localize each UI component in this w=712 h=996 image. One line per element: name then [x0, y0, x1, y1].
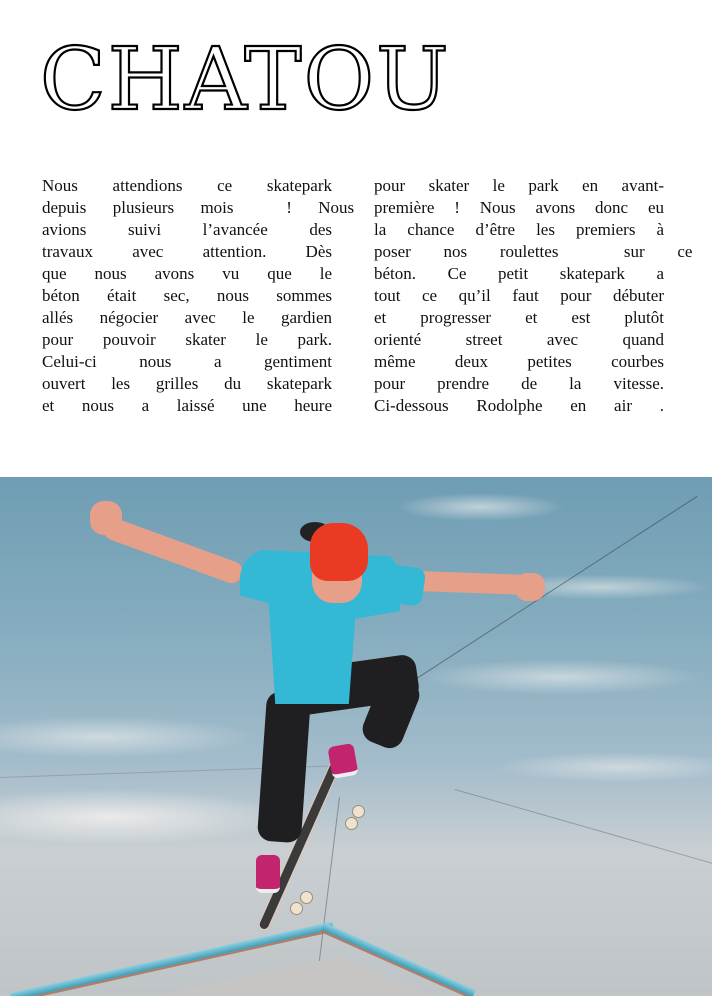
- text-line: depuis plusieurs mois ! Nous: [42, 198, 355, 217]
- skateboard-wheel: [345, 817, 358, 830]
- text-line: Celui-ci nous a gentiment: [42, 352, 332, 371]
- shoe-right: [327, 743, 358, 779]
- text-line: première ! Nous avons donc eu: [374, 198, 664, 217]
- article-column-left: [42, 175, 355, 417]
- ramp-transition-line: [455, 789, 712, 867]
- shoe-left: [256, 855, 280, 893]
- text-line: même deux petites courbes: [374, 352, 664, 371]
- text-line: Nous attendions ce skatepark: [42, 176, 332, 195]
- text-line: allés négocier avec le gardien: [42, 308, 332, 327]
- text-line: avions suivi l’avancée des: [42, 220, 332, 239]
- ramp-seam-line: [395, 496, 697, 693]
- text-line: ouvert les grilles du skatepark: [42, 374, 332, 393]
- text-line: et progresser et est plutôt: [374, 308, 664, 327]
- text-line: béton était sec, nous sommes: [42, 286, 332, 305]
- article-column-right: [374, 175, 693, 417]
- tshirt-sleeve-right: [366, 561, 427, 606]
- skateboarder-photo: [0, 477, 712, 996]
- text-line: tout ce qu’il faut pour débuter: [374, 286, 664, 305]
- red-cap: [310, 523, 368, 581]
- text-line: pour prendre de la vitesse.: [374, 374, 664, 393]
- skateboard-wheel: [300, 891, 313, 904]
- ramp-corner-line: [318, 797, 340, 966]
- text-line: béton. Ce petit skatepark a: [374, 264, 664, 283]
- text-line: orienté street avec quand: [374, 330, 664, 349]
- text-line: pour skater le park en avant-: [374, 176, 664, 195]
- fist-left: [90, 501, 122, 535]
- text-line: que nous avons vu que le: [42, 264, 332, 283]
- text-line: pour pouvoir skater le park.: [42, 330, 332, 349]
- skateboard-wheel: [352, 805, 365, 818]
- fist-right: [515, 573, 545, 601]
- arm-left: [101, 516, 245, 586]
- text-line: et nous a laissé une heure: [42, 396, 332, 415]
- text-line: Ci-dessous Rodolphe en air .: [374, 396, 664, 415]
- text-line: la chance d’être les premiers à: [374, 220, 664, 239]
- text-line: travaux avec attention. Dès: [42, 242, 332, 261]
- text-line: poser nos roulettes sur ce: [374, 242, 693, 261]
- skateboard-wheel: [290, 902, 303, 915]
- page-title: CHATOU: [40, 30, 451, 130]
